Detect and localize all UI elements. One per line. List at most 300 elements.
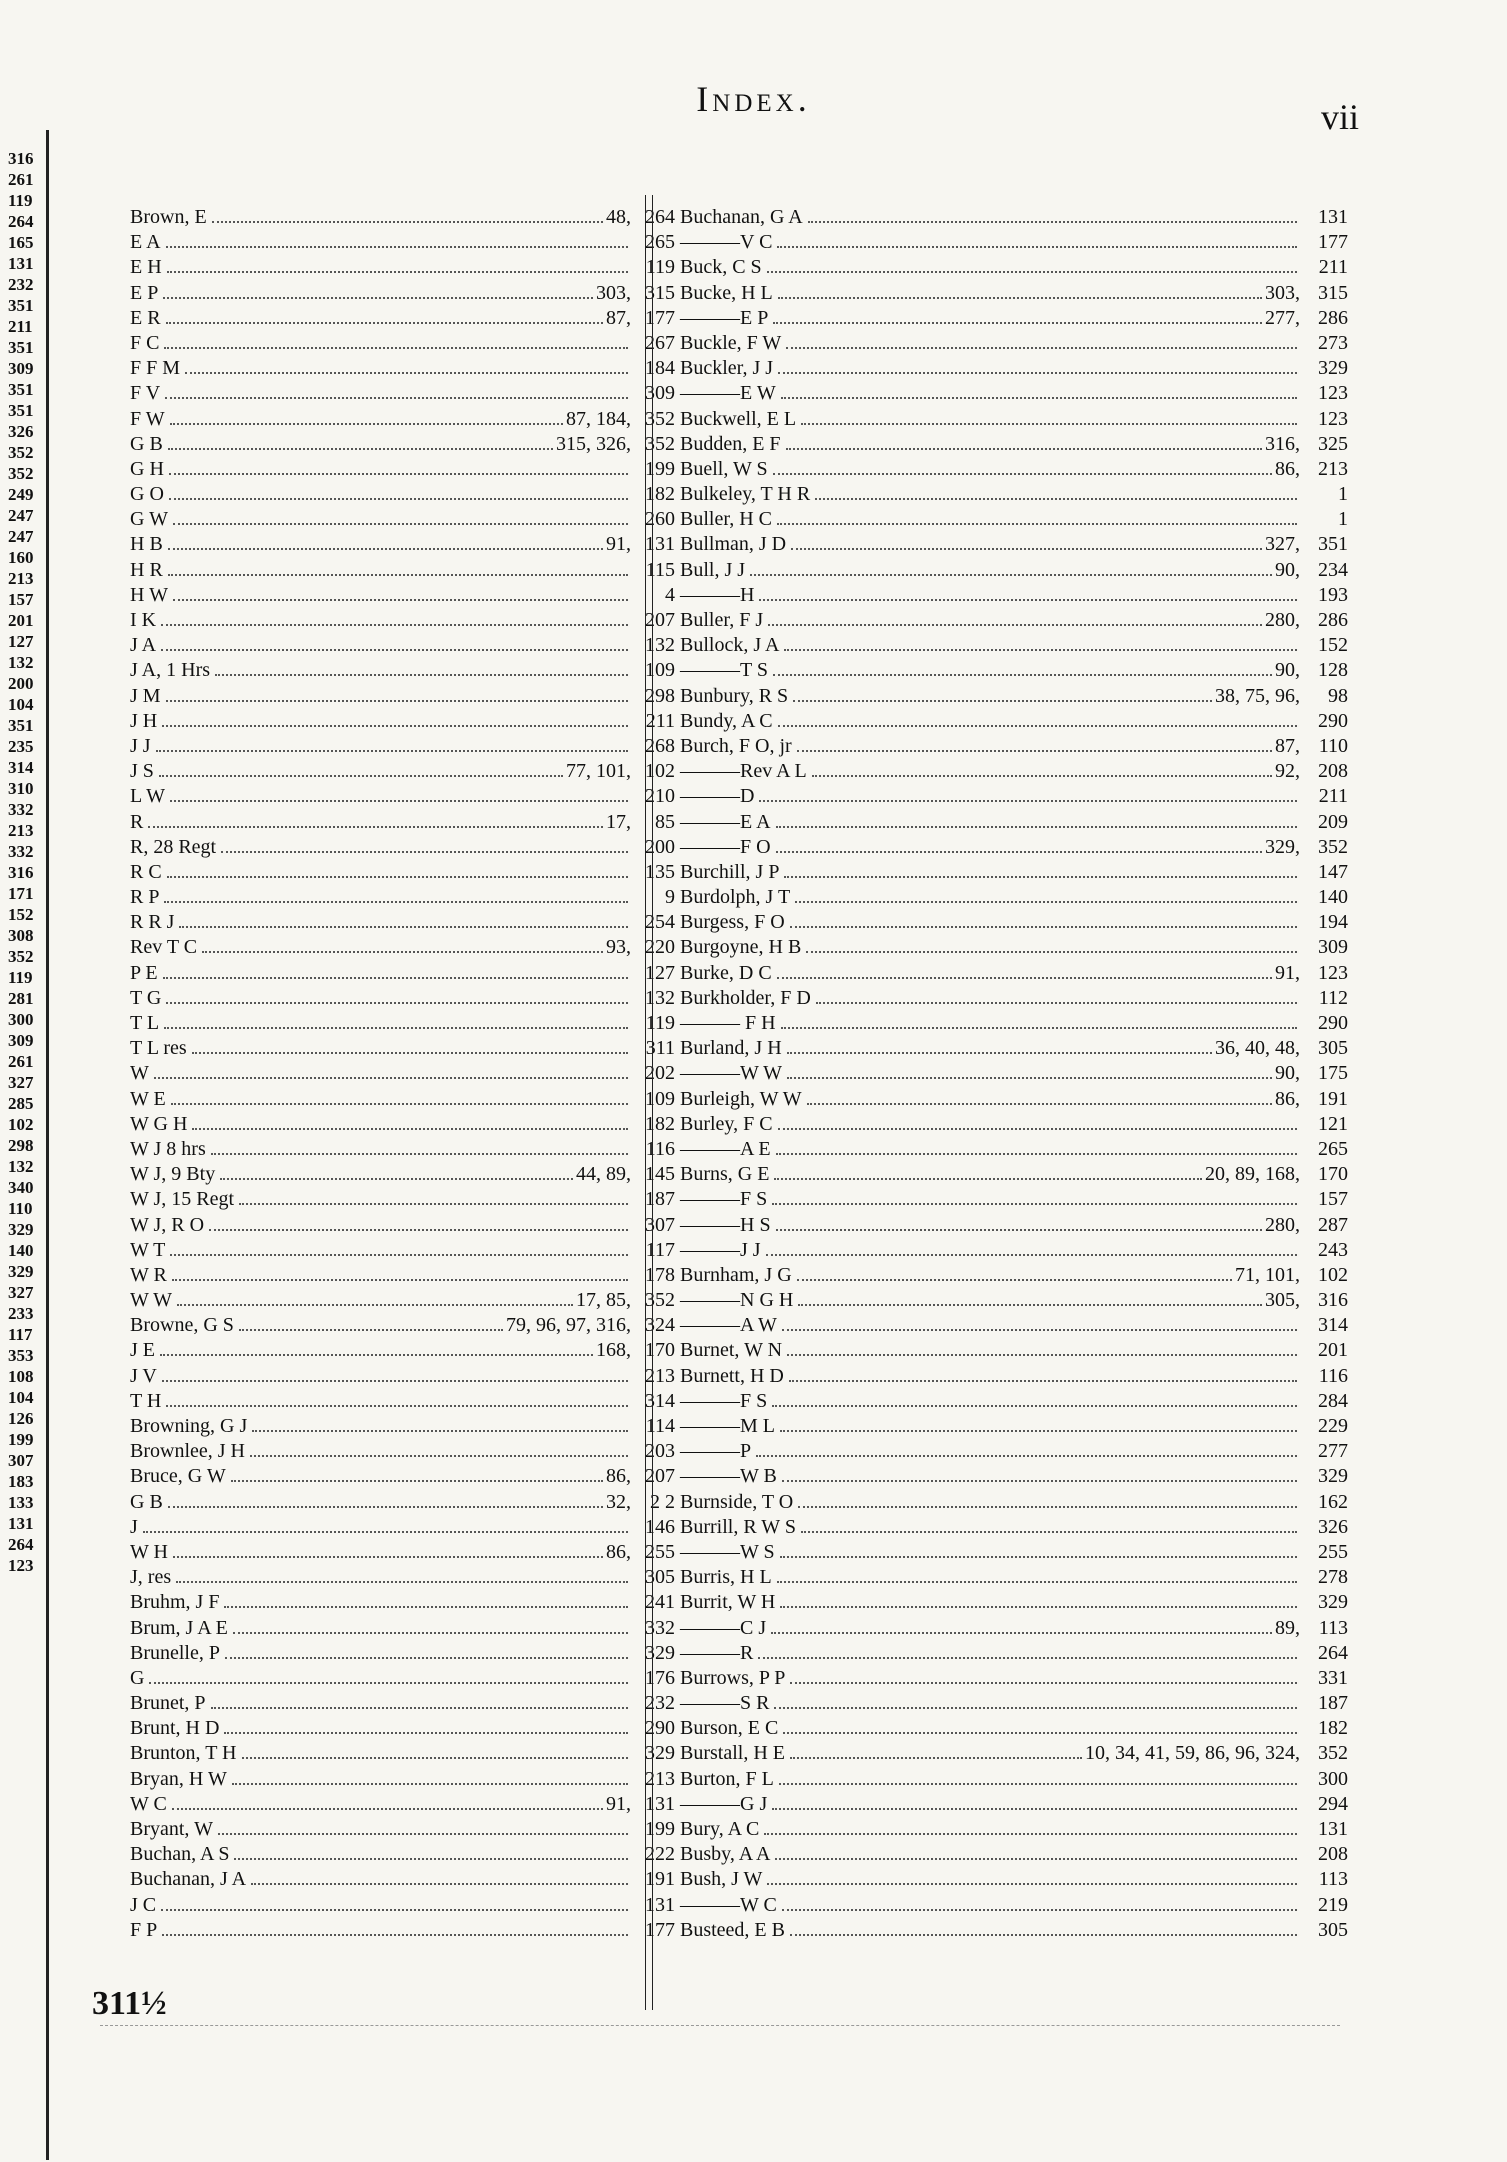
entry-page: 211 <box>1318 256 1348 279</box>
index-entry <box>130 608 675 633</box>
entry-page: 210 <box>645 785 675 808</box>
index-entry <box>680 860 1348 885</box>
entry-page: 157 <box>1318 1188 1348 1211</box>
dot-leader <box>179 926 628 928</box>
dot-leader <box>797 1279 1232 1281</box>
entry-name: W <box>130 1062 149 1085</box>
entry-page: 202 <box>645 1062 675 1085</box>
index-entry <box>680 281 1348 306</box>
entry-page: 131 <box>645 1893 675 1916</box>
entry-page: 131 <box>645 1792 675 1815</box>
entry-page: 131 <box>645 533 675 556</box>
dot-leader <box>224 1606 628 1608</box>
entry-name: E R <box>130 306 161 329</box>
entry-name: Burgess, F O <box>680 911 785 934</box>
index-entry <box>680 1061 1348 1086</box>
margin-number: 133 <box>8 1493 34 1512</box>
entry-name: Burris, H L <box>680 1566 772 1589</box>
entry-references: 17, 85, <box>576 1289 631 1312</box>
dot-leader <box>168 574 628 576</box>
entry-name: Bunbury, R S <box>680 684 789 707</box>
dot-leader <box>786 448 1262 450</box>
dot-leader <box>169 498 628 500</box>
dot-leader <box>784 649 1297 651</box>
index-entry <box>130 1087 675 1112</box>
index-entry <box>680 255 1348 280</box>
bottom-rule <box>100 2025 1340 2026</box>
index-entry <box>680 1213 1348 1238</box>
entry-name: Burrit, W H <box>680 1591 776 1614</box>
index-entry <box>130 935 675 960</box>
index-entry <box>680 1238 1348 1263</box>
entry-name: ———H <box>680 583 755 606</box>
entry-name: Buell, W S <box>680 457 768 480</box>
index-entry <box>680 658 1348 683</box>
index-entry <box>130 230 675 255</box>
entry-name: Bundy, A C <box>680 709 773 732</box>
entry-references: 90, <box>1275 1062 1300 1085</box>
entry-name: Bucke, H L <box>680 281 773 304</box>
index-entry <box>680 1918 1348 1943</box>
dot-leader <box>767 271 1297 273</box>
margin-number: 316 <box>8 863 34 882</box>
entry-name: Bury, A C <box>680 1818 760 1840</box>
entry-name: Bull, J J <box>680 558 746 581</box>
entry-name: F P <box>130 1918 158 1941</box>
margin-number: 308 <box>8 926 34 945</box>
dot-leader <box>170 1254 628 1256</box>
entry-references: 93, <box>606 936 631 959</box>
margin-number: 152 <box>8 905 34 924</box>
entry-name: J E <box>130 1339 155 1362</box>
index-entry <box>680 306 1348 331</box>
index-entry <box>130 1414 675 1439</box>
entry-name: R, 28 Regt <box>130 835 217 858</box>
entry-name: ———W S <box>680 1540 775 1563</box>
dot-leader <box>787 1077 1272 1079</box>
margin-number: 201 <box>8 611 34 630</box>
entry-references: 280, <box>1265 609 1300 631</box>
entry-page: 208 <box>1318 1843 1348 1866</box>
entry-name: Brunet, P <box>130 1692 206 1715</box>
dot-leader <box>772 1405 1297 1407</box>
index-entry <box>680 709 1348 734</box>
entry-page: 128 <box>1318 659 1348 682</box>
index-entry <box>680 1540 1348 1565</box>
margin-number: 249 <box>8 485 34 504</box>
entry-name: Busby, A A <box>680 1843 771 1866</box>
dot-leader <box>798 1304 1262 1306</box>
entry-page: 309 <box>645 382 675 405</box>
index-entry <box>680 1162 1348 1187</box>
entry-page: 109 <box>645 659 675 682</box>
entry-name: J, res <box>130 1566 172 1589</box>
dot-leader <box>173 523 628 525</box>
entry-page: 309 <box>1318 936 1348 959</box>
dot-leader <box>218 1833 628 1835</box>
entry-name: Burrill, R W S <box>680 1515 796 1538</box>
margin-number: 123 <box>8 1556 34 1575</box>
entry-references: 303, <box>596 281 631 304</box>
entry-page: 211 <box>1318 785 1348 808</box>
entry-page: 127 <box>645 961 675 984</box>
margin-number: 310 <box>8 779 34 798</box>
entry-name: ———D <box>680 785 755 808</box>
margin-number: 131 <box>8 1514 34 1533</box>
index-entry <box>680 1313 1348 1338</box>
entry-page: 199 <box>645 1818 675 1840</box>
index-entry <box>130 1590 675 1615</box>
entry-name: ———V C <box>680 231 773 254</box>
entry-page: 177 <box>645 306 675 329</box>
entry-references: 327, <box>1265 533 1300 556</box>
dot-leader <box>166 246 628 248</box>
entry-name: W J, 15 Regt <box>130 1188 235 1211</box>
entry-name: ———F O <box>680 835 771 858</box>
dot-leader <box>758 1657 1297 1659</box>
entry-name: H W <box>130 583 168 606</box>
entry-name: Buckwell, E L <box>680 407 797 430</box>
index-entry <box>680 1389 1348 1414</box>
entry-page: 255 <box>645 1540 675 1563</box>
entry-page: 146 <box>645 1515 675 1538</box>
entry-name: ———M L <box>680 1415 775 1437</box>
entry-page: 241 <box>645 1591 675 1614</box>
margin-number: 264 <box>8 212 34 231</box>
dot-leader <box>773 322 1262 324</box>
index-entry <box>680 1439 1348 1464</box>
entry-page: 300 <box>1318 1767 1348 1790</box>
dot-leader <box>782 1329 1297 1331</box>
index-entry <box>130 784 675 809</box>
entry-page: 264 <box>645 206 675 228</box>
entry-name: ———F S <box>680 1389 768 1412</box>
entry-name: Buchanan, J A <box>130 1868 247 1891</box>
dot-leader <box>793 700 1212 702</box>
index-entry <box>130 1616 675 1641</box>
entry-page: 132 <box>645 986 675 1009</box>
index-entry <box>680 1691 1348 1716</box>
dot-leader <box>161 649 628 651</box>
entry-page: 290 <box>645 1717 675 1740</box>
entry-page: 119 <box>645 256 675 279</box>
index-entry <box>680 633 1348 658</box>
margin-number: 119 <box>8 968 33 987</box>
index-entry <box>130 1137 675 1162</box>
entry-page: 203 <box>645 1440 675 1463</box>
dot-leader <box>774 1178 1202 1180</box>
entry-name: Burton, F L <box>680 1767 774 1790</box>
entry-page: 85 <box>655 810 675 833</box>
entry-name: Buchanan, G A <box>680 206 803 228</box>
index-entry <box>680 759 1348 784</box>
entry-name: ———J J <box>680 1238 761 1261</box>
dot-leader <box>166 322 603 324</box>
entry-page: 329 <box>1318 1591 1348 1614</box>
entry-references: 48, <box>606 206 631 228</box>
entry-references: 86, <box>1275 1087 1300 1110</box>
entry-name: ———R <box>680 1641 754 1664</box>
index-entry <box>680 558 1348 583</box>
margin-number: 327 <box>8 1073 34 1092</box>
entry-page: 102 <box>645 760 675 783</box>
dot-leader <box>209 1229 628 1231</box>
dot-leader <box>816 1002 1297 1004</box>
margin-number: 213 <box>8 569 34 588</box>
margin-number: 247 <box>8 506 34 525</box>
dot-leader <box>172 1808 603 1810</box>
entry-page: 286 <box>1318 609 1348 631</box>
index-entry <box>130 1767 675 1792</box>
dot-leader <box>172 1279 628 1281</box>
dot-leader <box>170 423 563 425</box>
dot-leader <box>167 271 628 273</box>
dot-leader <box>778 725 1297 727</box>
index-entry <box>130 1565 675 1590</box>
entry-name: J C <box>130 1893 157 1916</box>
index-entry <box>130 1112 675 1137</box>
entry-page: 290 <box>1318 709 1348 732</box>
entry-name: R R J <box>130 911 175 934</box>
index-entry <box>130 255 675 280</box>
entry-page: 147 <box>1318 860 1348 883</box>
dot-leader <box>160 1354 593 1356</box>
entry-name: Burnett, H D <box>680 1364 784 1387</box>
entry-page: 329 <box>645 1641 675 1664</box>
dot-leader <box>790 1682 1297 1684</box>
dot-leader <box>163 977 628 979</box>
entry-page: 178 <box>645 1263 675 1286</box>
index-entry <box>130 1490 675 1515</box>
entry-page: 194 <box>1318 911 1348 934</box>
entry-page: 294 <box>1318 1792 1348 1815</box>
dot-leader <box>225 1657 628 1659</box>
entry-name: Burgoyne, H B <box>680 936 802 959</box>
entry-references: 20, 89, 168, <box>1205 1163 1300 1186</box>
entry-name: Brunelle, P <box>130 1641 220 1664</box>
index-entry <box>680 1590 1348 1615</box>
entry-page: 324 <box>645 1314 675 1337</box>
dot-leader <box>783 1732 1297 1734</box>
index-entry <box>130 532 675 557</box>
entry-page: 170 <box>1318 1163 1348 1186</box>
entry-page: 131 <box>1318 206 1348 228</box>
margin-number: 117 <box>8 1325 33 1344</box>
entry-page: 209 <box>1318 810 1348 833</box>
margin-number: 200 <box>8 674 34 693</box>
entry-page: 267 <box>645 331 675 354</box>
entry-page: 329 <box>645 1742 675 1765</box>
margin-number: 329 <box>8 1220 34 1239</box>
entry-references: 90, <box>1275 659 1300 682</box>
margin-number: 233 <box>8 1304 34 1323</box>
entry-page: 255 <box>1318 1540 1348 1563</box>
entry-page: 191 <box>645 1868 675 1891</box>
entry-name: J A <box>130 634 157 657</box>
dot-leader <box>772 1808 1297 1810</box>
entry-references: 315, 326, <box>556 432 631 455</box>
entry-page: 314 <box>645 1389 675 1412</box>
entry-name: Burley, F C <box>680 1112 773 1135</box>
entry-name: Bruce, G W <box>130 1465 226 1488</box>
dot-leader <box>239 1203 628 1205</box>
dot-leader <box>239 1329 503 1331</box>
margin-number: 104 <box>8 1388 34 1407</box>
index-entry <box>680 356 1348 381</box>
entry-name: W W <box>130 1289 173 1312</box>
dot-leader <box>774 1707 1297 1709</box>
entry-name: ———W C <box>680 1893 777 1916</box>
index-entry <box>130 835 675 860</box>
index-entry <box>680 457 1348 482</box>
dot-leader <box>759 800 1297 802</box>
entry-page: 1 <box>1338 483 1348 506</box>
dot-leader <box>242 1757 629 1759</box>
dot-leader <box>154 1077 628 1079</box>
entry-page: 131 <box>1318 1818 1348 1840</box>
entry-page: 187 <box>1318 1692 1348 1715</box>
index-entry <box>130 1439 675 1464</box>
entry-references: 87, <box>1275 734 1300 757</box>
entry-page: 222 <box>645 1843 675 1866</box>
entry-references: 44, 89, <box>576 1163 631 1186</box>
entry-page: 98 <box>1328 684 1348 707</box>
entry-page: 4 <box>665 583 675 606</box>
index-entry <box>680 432 1348 457</box>
entry-name: Bryant, W <box>130 1818 213 1840</box>
index-entry <box>680 1263 1348 1288</box>
entry-page: 213 <box>1318 457 1348 480</box>
dot-leader <box>781 1027 1297 1029</box>
dot-leader <box>202 951 603 953</box>
entry-page: 329 <box>1318 357 1348 380</box>
entry-name: Buck, C S <box>680 256 762 279</box>
margin-number: 160 <box>8 548 34 567</box>
entry-page: 114 <box>645 1415 675 1437</box>
index-entry <box>130 1187 675 1212</box>
entry-page: 208 <box>1318 760 1348 783</box>
entry-page: 123 <box>1318 382 1348 405</box>
entry-page: 265 <box>645 231 675 254</box>
margin-number: 104 <box>8 695 34 714</box>
dot-leader <box>211 1153 628 1155</box>
entry-name: J J <box>130 734 151 757</box>
index-entry <box>680 784 1348 809</box>
margin-number: 285 <box>8 1094 34 1113</box>
entry-name: H R <box>130 558 163 581</box>
index-entry <box>680 734 1348 759</box>
entry-page: 191 <box>1318 1087 1348 1110</box>
index-entry <box>130 633 675 658</box>
margin-number: 102 <box>8 1115 34 1134</box>
entry-name: Burdolph, J T <box>680 886 791 909</box>
index-entry <box>680 1867 1348 1892</box>
dot-leader <box>777 523 1297 525</box>
index-entry <box>130 1918 675 1943</box>
entry-name: T G <box>130 986 162 1009</box>
dot-leader <box>806 951 1297 953</box>
page-marker: 311½ <box>92 1985 167 2022</box>
dot-leader <box>784 876 1297 878</box>
entry-references: 329, <box>1265 835 1300 858</box>
entry-name: H B <box>130 533 163 556</box>
entry-page: 220 <box>645 936 675 959</box>
entry-page: 200 <box>645 835 675 858</box>
margin-number: 326 <box>8 422 34 441</box>
entry-name: G <box>130 1666 145 1689</box>
entry-name: Buckle, F W <box>680 331 782 354</box>
entry-page: 211 <box>645 709 675 732</box>
dot-leader <box>166 700 628 702</box>
entry-name: I K <box>130 609 157 631</box>
entry-name: Bullock, J A <box>680 634 780 657</box>
index-entry <box>680 583 1348 608</box>
entry-name: Burns, G E <box>680 1163 770 1186</box>
index-entry <box>130 558 675 583</box>
dot-leader <box>185 372 628 374</box>
entry-name: Buchan, A S <box>130 1843 230 1866</box>
index-entry <box>680 1112 1348 1137</box>
index-entry <box>680 1767 1348 1792</box>
index-entry <box>130 1036 675 1061</box>
entry-references: 91, <box>1275 961 1300 984</box>
entry-name: ———C J <box>680 1616 767 1639</box>
page-header-title: Index. <box>696 79 811 119</box>
dot-leader <box>801 423 1297 425</box>
dot-leader <box>795 901 1297 903</box>
entry-name: Burstall, H E <box>680 1742 785 1765</box>
entry-name: F F M <box>130 357 181 380</box>
dot-leader <box>781 397 1297 399</box>
index-entry <box>680 1036 1348 1061</box>
entry-page: 278 <box>1318 1566 1348 1589</box>
index-entry <box>680 482 1348 507</box>
dot-leader <box>212 221 603 223</box>
entry-page: 287 <box>1318 1213 1348 1236</box>
margin-number: 110 <box>8 1199 33 1218</box>
entry-name: ———A W <box>680 1314 777 1337</box>
dot-leader <box>232 1783 628 1785</box>
dot-leader <box>224 1732 628 1734</box>
index-entry <box>680 986 1348 1011</box>
entry-references: 17, <box>606 810 631 833</box>
dot-leader <box>168 548 603 550</box>
index-entry <box>680 1364 1348 1389</box>
entry-name: R C <box>130 860 162 883</box>
entry-name: Brunt, H D <box>130 1717 220 1740</box>
entry-references: 316, <box>1265 432 1300 455</box>
entry-page: 1 <box>1338 508 1348 531</box>
entry-page: 110 <box>1318 734 1348 757</box>
margin-number: 351 <box>8 296 34 315</box>
entry-page: 177 <box>645 1918 675 1941</box>
index-entry <box>680 1288 1348 1313</box>
entry-name: ——— F H <box>680 1012 776 1034</box>
dot-leader <box>790 1934 1297 1936</box>
entry-page: 243 <box>1318 1238 1348 1261</box>
dot-leader <box>775 1858 1297 1860</box>
dot-leader <box>171 1103 628 1105</box>
margin-number: 140 <box>8 1241 34 1260</box>
entry-page: 314 <box>1318 1314 1348 1337</box>
entry-name: F V <box>130 382 161 405</box>
dot-leader <box>776 826 1297 828</box>
index-entry <box>130 1464 675 1489</box>
dot-leader <box>777 977 1272 979</box>
index-entry <box>130 1338 675 1363</box>
dot-leader <box>192 1128 628 1130</box>
entry-page: 193 <box>1318 583 1348 606</box>
